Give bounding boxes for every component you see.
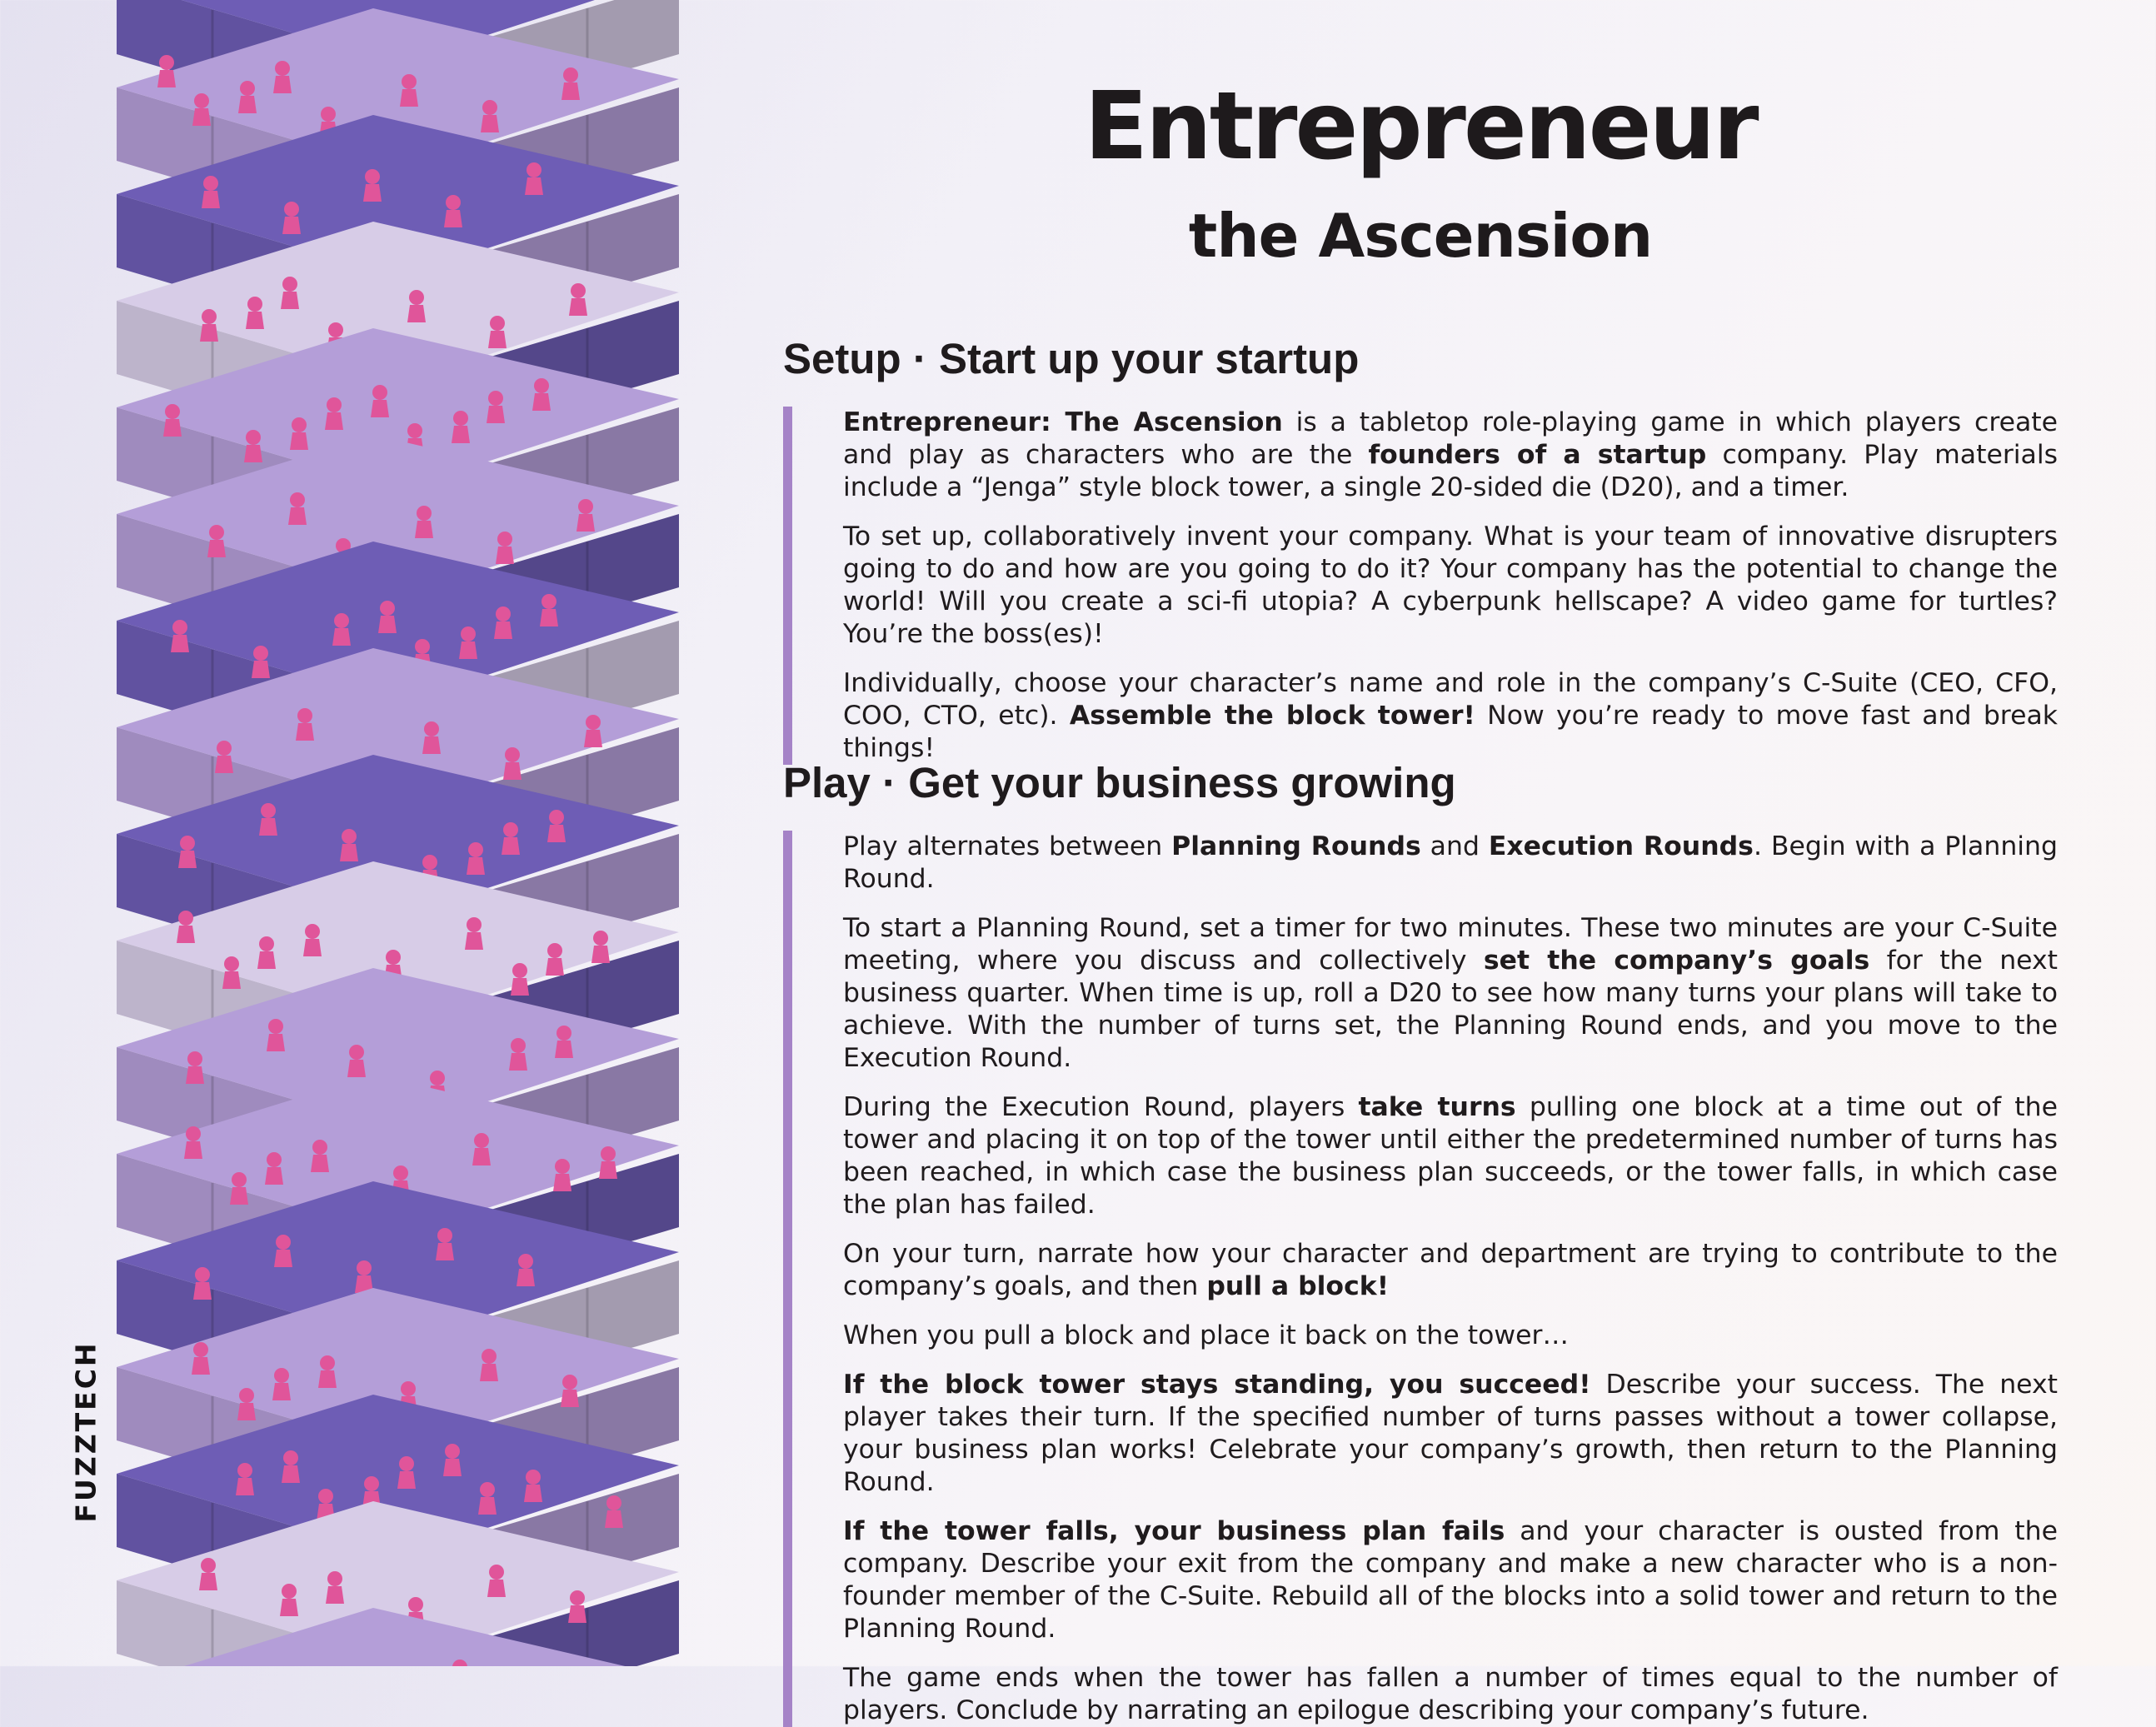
figure-pawn [281, 277, 299, 309]
figure-pawn [192, 1342, 210, 1375]
figure-pawn [177, 911, 195, 943]
figure-pawn [282, 1450, 300, 1483]
play-paragraph [843, 1662, 2058, 1727]
figure-pawn [397, 1456, 416, 1489]
figure-pawn [202, 176, 220, 208]
figure-pawn [272, 1368, 291, 1400]
figure-pawn [280, 1584, 298, 1616]
figure-pawn [371, 385, 389, 417]
text-run: During the Execution Round, players [843, 1092, 1359, 1122]
figure-pawn [347, 1045, 366, 1077]
text-run: Individually, choose your character’s name and role in the company’s C-Suite (CEO, CFO, COO, CTO, etc). [843, 668, 2058, 731]
figure-pawn [237, 1388, 256, 1420]
bold-text: Entrepreneur: The Ascension [843, 407, 1283, 437]
figure-pawn [252, 646, 270, 678]
figure-pawn [363, 169, 382, 202]
figure-pawn [288, 492, 307, 525]
figure-pawn [481, 100, 499, 132]
figure-pawn [524, 1470, 542, 1502]
play-paragraph [843, 1515, 2058, 1645]
figure-pawn [443, 1444, 462, 1476]
brand-logo [53, 1335, 118, 1527]
text-run: for the next business quarter. When time is up, roll a D20 to see how many turns your plans will take to achieve. With the number of turns set, the Planning Round ends, and you move to the Execution Round. [843, 946, 2058, 1073]
figure-pawn [503, 747, 522, 780]
play-heading: Play · Get your business growing [783, 759, 1456, 806]
figure-pawn [467, 842, 485, 875]
figure-pawn [184, 1126, 202, 1159]
figure-pawn [303, 924, 322, 956]
figure-pawn [472, 1133, 491, 1165]
figure-pawn [238, 81, 257, 113]
play-paragraph [843, 1238, 2058, 1303]
text-run: On your turn, narrate how your character and department are trying to contribute to the company’s goals, and then [843, 1239, 2058, 1301]
figure-pawn [200, 309, 218, 342]
play-section [783, 761, 2058, 1727]
figure-pawn [296, 708, 314, 741]
figure-pawn [415, 506, 433, 538]
figure-pawn [199, 1558, 217, 1590]
figure-pawn [257, 936, 276, 969]
figure-pawn [157, 55, 176, 87]
figure-pawn [340, 829, 358, 861]
figure-pawn [561, 67, 580, 100]
figure-pawn [326, 1571, 344, 1604]
brand-name: FUZZTECH [69, 1340, 102, 1523]
text-run: Now you’re ready to move fast and break things! [843, 701, 2058, 763]
text-run: and [1420, 831, 1489, 861]
play-paragraph [843, 912, 2058, 1075]
bold-text: pull a block! [1206, 1271, 1390, 1301]
setup-paragraph [843, 667, 2058, 765]
figure-pawn [265, 1152, 283, 1185]
figure-pawn [532, 378, 551, 411]
figure-pawn [422, 721, 441, 754]
figure-pawn [171, 620, 189, 652]
figure-pawn [525, 162, 543, 195]
figure-pawn [494, 606, 512, 639]
text-run: To set up, collaboratively invent your company. What is your team of innovative disrupters going to do and how are you going to do it? Your company has the potential to change the world! Will you create a sci-fi utopia? A cyberpunk hellscape? A video game for turtles? You’re the boss(es)! [843, 522, 2058, 649]
figure-pawn [487, 1565, 506, 1597]
figure-pawn [186, 1051, 204, 1084]
figure-pawn [290, 417, 308, 450]
play-paragraph [843, 1369, 2058, 1499]
figure-pawn [436, 1228, 454, 1260]
figure-pawn [282, 202, 301, 234]
figure-pawn [487, 391, 505, 423]
figure-pawn [222, 956, 241, 989]
figure-pawn [267, 1019, 285, 1051]
setup-accent-bar [783, 407, 792, 765]
figure-pawn [496, 532, 514, 564]
figure-pawn [553, 1159, 571, 1191]
page-title: Entrepreneur [1084, 72, 1757, 181]
play-paragraph [843, 1320, 2058, 1352]
play-paragraph [843, 831, 2058, 896]
setup-paragraph [843, 521, 2058, 651]
figure-pawn [178, 836, 197, 868]
figure-pawn [488, 316, 507, 348]
figure-pawn [561, 1375, 579, 1407]
bold-text: If the tower falls, your business plan fails [843, 1516, 1505, 1546]
bold-text: Execution Rounds [1488, 831, 1754, 861]
figure-pawn [207, 525, 226, 557]
figure-pawn [452, 411, 470, 443]
figure-pawn [605, 1495, 623, 1528]
bold-text: founders of a startup [1368, 440, 1707, 470]
figure-pawn [478, 1482, 497, 1515]
figure-pawn [584, 715, 602, 747]
play-paragraph [843, 1091, 2058, 1221]
setup-heading: Setup · Start up your startup [783, 335, 1360, 382]
bold-text: Planning Rounds [1171, 831, 1421, 861]
figure-pawn [318, 1355, 337, 1388]
figure-pawn [273, 61, 292, 93]
setup-paragraph [843, 407, 2058, 504]
figure-pawn [274, 1235, 292, 1267]
bold-text: Assemble the block tower! [1069, 701, 1475, 731]
play-body [783, 831, 2058, 1727]
figure-pawn [407, 290, 426, 322]
page-subtitle: the Ascension [1188, 201, 1653, 271]
figure-pawn [230, 1172, 248, 1205]
text-run: is a tabletop role-playing game in which players create and play as characters who are the [843, 407, 2058, 470]
figure-pawn [193, 1267, 212, 1300]
text-run: pulling one block at a time out of the tower and placing it on top of the tower until either the predetermined number of turns has been reached, in which case the business plan succeeds, or the tower falls, in which case the plan has failed. [843, 1092, 2058, 1220]
text-run: and your character is ousted from the company. Describe your exit from the company and make a new character who is a non-founder member of the C-Suite. Rebuild all of the blocks into a solid tower and return to the Planning Round. [843, 1516, 2058, 1644]
figure-pawn [599, 1146, 617, 1179]
play-paragraphs [843, 831, 2058, 1727]
figure-pawn [355, 1260, 373, 1293]
play-accent-bar [783, 831, 792, 1727]
text-run: . Begin with a Planning Round. [843, 831, 2058, 894]
figure-pawn [569, 283, 587, 316]
bold-text: set the company’s goals [1483, 946, 1870, 976]
figure-pawn [459, 626, 477, 659]
figure-pawn [576, 499, 595, 532]
figure-pawn [400, 74, 418, 107]
figure-pawn [517, 1254, 535, 1286]
text-run: company. Play materials include a “Jenga” style block tower, a single 20-sided die (D20), and a timer. [843, 440, 2058, 502]
text-run: Describe your success. The next player takes their turn. If the specified number of turns passes without a tower collapse, your business plan works! Celebrate your company’s growth, then return to the Planning Round. [843, 1370, 2058, 1497]
bold-text: take turns [1358, 1092, 1516, 1122]
bold-text: If the block tower stays standing, you succeed! [843, 1370, 1591, 1400]
text-run: The game ends when the tower has fallen a number of times equal to the number of players. Conclude by narrating an epilogue describing your company’s future. [843, 1663, 2058, 1725]
figure-pawn [192, 93, 211, 126]
figure-pawn [540, 594, 558, 626]
figure-pawn [502, 822, 520, 855]
figure-pawn [259, 803, 277, 836]
figure-pawn [555, 1026, 573, 1058]
text-run: Play alternates between [843, 831, 1172, 861]
figure-pawn [311, 1140, 329, 1172]
figure-pawn [236, 1463, 254, 1495]
setup-body [783, 407, 2058, 765]
setup-paragraphs [843, 407, 2058, 765]
figure-pawn [547, 810, 566, 842]
setup-section [783, 337, 2058, 765]
figure-pawn [511, 963, 529, 996]
figure-pawn [215, 741, 233, 773]
text-run: When you pull a block and place it back on the tower… [843, 1320, 1569, 1350]
figure-pawn [465, 917, 483, 950]
figure-pawn [163, 404, 182, 437]
figure-pawn [244, 430, 262, 462]
figure-pawn [546, 943, 564, 976]
figure-pawn [568, 1590, 586, 1623]
figure-pawn [509, 1038, 527, 1071]
figure-pawn [591, 931, 610, 963]
figure-pawn [325, 397, 343, 430]
text-run: To start a Planning Round, set a timer for two minutes. These two minutes are your C-Suite meeting, where you discuss and collectively [843, 913, 2058, 976]
figure-pawn [480, 1349, 498, 1381]
figure-pawn [246, 297, 264, 329]
figure-pawn [378, 601, 397, 633]
figure-pawn [444, 195, 462, 227]
figure-pawn [332, 613, 351, 646]
